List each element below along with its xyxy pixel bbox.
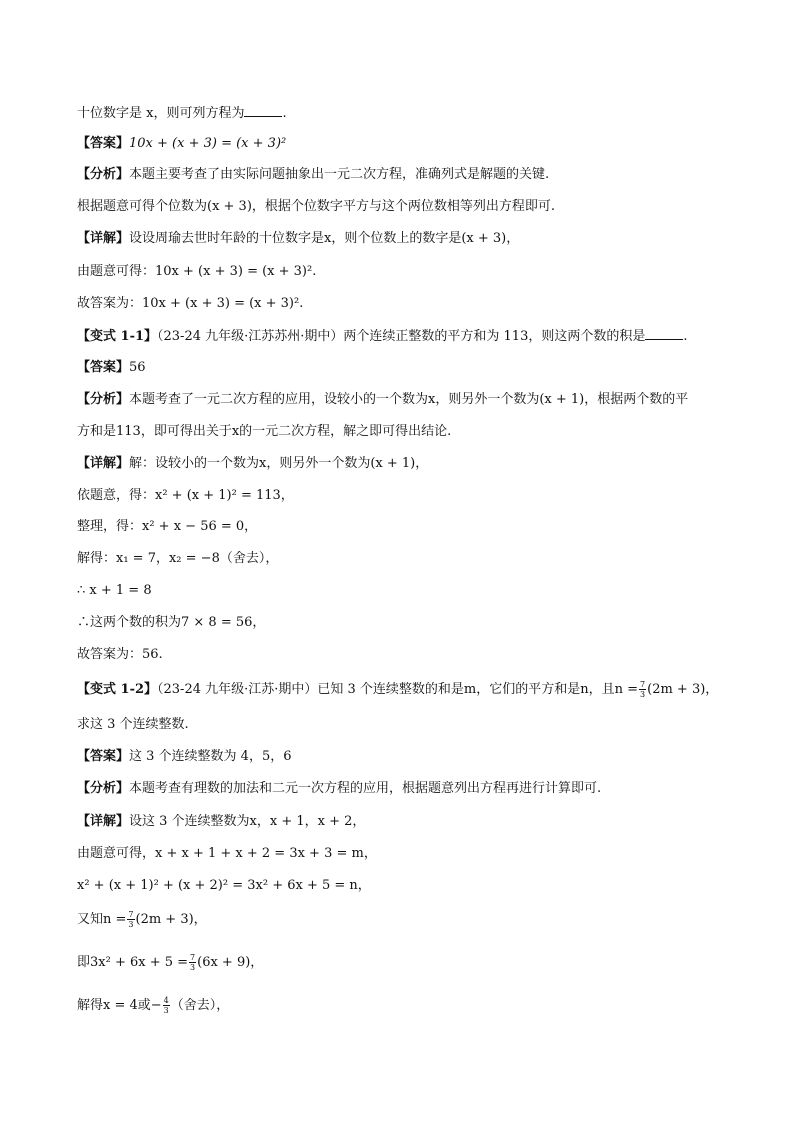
detail-line-2b: 依题意，得：x² + (x + 1)² = 113， bbox=[77, 488, 294, 503]
answer-blank bbox=[645, 327, 683, 340]
analysis-tag: 【分析】 bbox=[77, 781, 130, 796]
detail-line-2c: 整理，得：x² + x − 56 = 0， bbox=[77, 519, 258, 534]
detail-line-3d: 又知n = $\frac{7}{3}$ (2m + 3)， bbox=[77, 910, 207, 929]
analysis-line-2: 【分析】本题考查了一元二次方程的应用，设较小的一个数为x，则另外一个数为(x + 1)，根据两个数的平 bbox=[77, 392, 689, 407]
answer-tag: 【答案】 bbox=[77, 749, 130, 764]
detail-line-3e: 即3x² + 6x + 5 = $\frac{7}{3}$ (6x + 9)， bbox=[77, 953, 264, 972]
detail-line-1b: 由题意可得：10x + (x + 3) = (x + 3)². bbox=[77, 264, 317, 279]
detail-line-2g: 故答案为：56. bbox=[77, 647, 163, 662]
answer-text: 10x + (x + 3) = (x + 3)² bbox=[129, 136, 287, 151]
detail-line-3b: 由题意可得，x + x + 1 + x + 2 = 3x + 3 = m， bbox=[77, 846, 377, 861]
detail-line-2e: ∴ x + 1 = 8 bbox=[77, 583, 152, 598]
answer-tag: 【答案】 bbox=[77, 360, 130, 375]
fraction: $\frac{4}{3}$ bbox=[163, 996, 169, 1015]
variant-1-2-question: 【变式 1-2】（23-24 九年级·江苏·期中）已知 3 个连续整数的和是m，它们的平方和是n，且n = $\frac{7}{3}$ (2m + 3)， bbox=[77, 680, 719, 699]
detail-line-3f: 解得x = 4或− $\frac{4}{3}$ （舍去）， bbox=[77, 996, 230, 1015]
answer-line-3: 【答案】这 3 个连续整数为 4，5，6 bbox=[77, 749, 292, 764]
answer-line-2: 【答案】56 bbox=[77, 360, 146, 375]
variant-tag: 【变式 1-1】 bbox=[77, 329, 158, 344]
variant-tag: 【变式 1-2】 bbox=[77, 682, 158, 697]
analysis-tag: 【分析】 bbox=[77, 167, 130, 182]
variant-1-1-question: 【变式 1-1】（23-24 九年级·江苏苏州·期中）两个连续正整数的平方和为 113，则这两个数的积是 . bbox=[77, 329, 688, 344]
detail-line-3: 【详解】设这 3 个连续整数为x，x + 1，x + 2， bbox=[77, 814, 366, 829]
detail-line-1: 【详解】设设周瑜去世时年龄的十位数字是x，则个位数上的数字是(x + 3)， bbox=[77, 231, 520, 246]
analysis-text: 本题主要考查了由实际问题抽象出一元二次方程，准确列式是解题的关键. bbox=[129, 167, 550, 182]
analysis-line-1 bbox=[77, 166, 549, 184]
detail-tag: 【详解】 bbox=[77, 814, 130, 829]
detail-line-2f: ∴这两个数的积为7 × 8 = 56， bbox=[77, 615, 266, 630]
detail-tag: 【详解】 bbox=[77, 231, 130, 246]
analysis-tag: 【分析】 bbox=[77, 392, 130, 407]
detail-line-1c: 故答案为：10x + (x + 3) = (x + 3)². bbox=[77, 296, 304, 311]
analysis-line-1b: 根据题意可得个位数为(x + 3)，根据个位数字平方与这个两位数相等列出方程即可. bbox=[77, 199, 556, 214]
answer-line-1 bbox=[77, 135, 286, 153]
fraction: $\frac{7}{3}$ bbox=[128, 910, 134, 929]
answer-tag: 【答案】 bbox=[77, 136, 130, 151]
fraction: $\frac{7}{3}$ bbox=[190, 953, 196, 972]
detail-line-2d: 解得：x₁ = 7，x₂ = −8（舍去）， bbox=[77, 551, 279, 566]
detail-tag: 【详解】 bbox=[77, 456, 130, 471]
fraction: $\frac{7}{3}$ bbox=[640, 680, 646, 699]
question-tail: 十位数字是 x，则可列方程为 . bbox=[77, 106, 287, 121]
analysis-line-2b: 方和是113，即可得出关于x的一元二次方程，解之即可得出结论. bbox=[77, 424, 452, 439]
variant-1-2-question-b: 求这 3 个连续整数. bbox=[77, 717, 189, 732]
detail-line-2: 【详解】解：设较小的一个数为x，则另外一个数为(x + 1)， bbox=[77, 456, 429, 471]
detail-line-3c: x² + (x + 1)² + (x + 2)² = 3x² + 6x + 5 = n， bbox=[77, 878, 371, 893]
answer-blank bbox=[244, 104, 282, 117]
analysis-line-3: 【分析】本题考查有理数的加法和二元一次方程的应用，根据题意列出方程再进行计算即可. bbox=[77, 781, 602, 796]
